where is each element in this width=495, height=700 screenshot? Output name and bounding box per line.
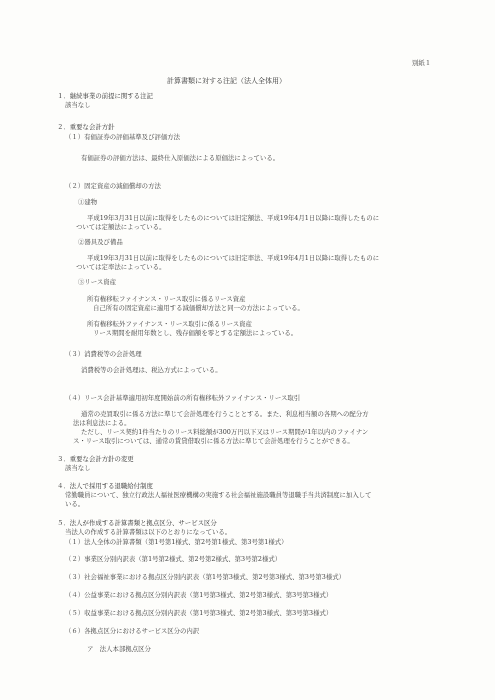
annex-label: 別紙１ [412,59,432,67]
body-line: いる。 [65,500,85,508]
body-line: ついては定率法によっている。 [76,263,166,271]
body-line: リース期間を耐用年数とし、残存価額を零とする定額法によっている。 [93,329,298,337]
body-line: 当法人の作成する計算書類は以下のとおりになっている。 [65,528,232,536]
section-heading: ３．重要な会計方針の変更 [57,455,134,463]
body-line: 所有権移転ファイナンス・リース取引に係るリース資産 [87,295,246,303]
subsection-heading: （３）消費税等の会計処理 [65,350,142,358]
body-line: ただし、リース契約1件当たりのリース料総額が300万円以下又はリース期間が1年以内のファイナン [81,428,369,436]
item-heading: ③リース資産 [78,278,117,286]
section-heading: １．継続事業の前提に関する注記 [57,92,153,100]
subsection-heading: （２）固定資産の減価償却の方法 [65,182,161,190]
body-line: 常勤職員について、独立行政法人福祉医療機構の実施する社会福祉施設職員等退職手当共済制度に加入して [65,491,372,499]
list-item: （３）社会福祉事業における拠点区分別内訳表（第1号第3様式、第2号第3様式、第3号第3様式） [65,573,346,581]
body-line: 消費税等の会計処理は、税込方式によっている。 [81,366,222,374]
body-line: 該当なし [65,101,91,109]
body-line: 法は利息法による。 [73,419,131,427]
section-heading: ２．重要な会計方針 [57,123,115,131]
body-line: 有価証券の評価方法は、最終仕入原価法による原価法によっている。 [81,154,280,162]
item-heading: ②器具及び備品 [78,238,123,246]
list-item: （１）法人全体の計算書類（第1号第1様式、第2号第1様式、第3号第1様式） [65,538,288,546]
list-subitem: ア 法人本部拠点区分 [87,645,151,653]
item-heading: ①建物 [78,198,98,206]
body-line: ついては定額法によっている。 [76,223,166,231]
body-line: 所有権移転外ファイナンス・リース取引に係るリース資産 [87,320,252,328]
body-line: 平成19年3月31日以前に取得をしたものについては旧定額法、平成19年4月1日以降に取得したものに [87,214,380,222]
body-line: 通常の売買取引に係る方法に準じて会計処理を行うこととする。また、利息相当額の各期への配分方 [81,410,369,418]
body-line: 自己所有の固定資産に適用する減価償却方法と同一の方法によっている。 [93,304,304,312]
list-item: （２）事業区分別内訳表（第1号第2様式、第2号第2様式、第3号第2様式） [65,555,282,563]
section-heading: ４．法人で採用する退職給付制度 [57,482,153,490]
list-item: （４）公益事業における拠点区分別内訳表（第1号第3様式、第2号第3様式、第3号第3様式） [65,591,333,599]
subsection-heading: （４）リース会計基準適用初年度開始前の所有権移転外ファイナンス・リース取引 [65,394,301,402]
body-line: ス・リース取引については、通常の賃貸借取引に係る方法に準じて会計処理を行うことができる。 [73,437,354,445]
body-line: 平成19年3月31日以前に取得をしたものについては旧定率法、平成19年4月1日以降に取得したものに [87,254,380,262]
document-title: 計算書類に対する注記（法人全体用） [167,77,286,85]
list-item: （５）収益事業における拠点区分別内訳表（第1号第3様式、第2号第3様式、第3号第3様式） [65,609,333,617]
body-line: 該当なし [65,464,91,472]
subsection-heading: （１）有価証券の評価基準及び評価方法 [65,133,181,141]
list-item: （６）各拠点区分におけるサービス区分の内訳 [65,627,200,635]
section-heading: ５．法人が作成する計算書類と拠点区分、サービス区分 [57,519,217,527]
